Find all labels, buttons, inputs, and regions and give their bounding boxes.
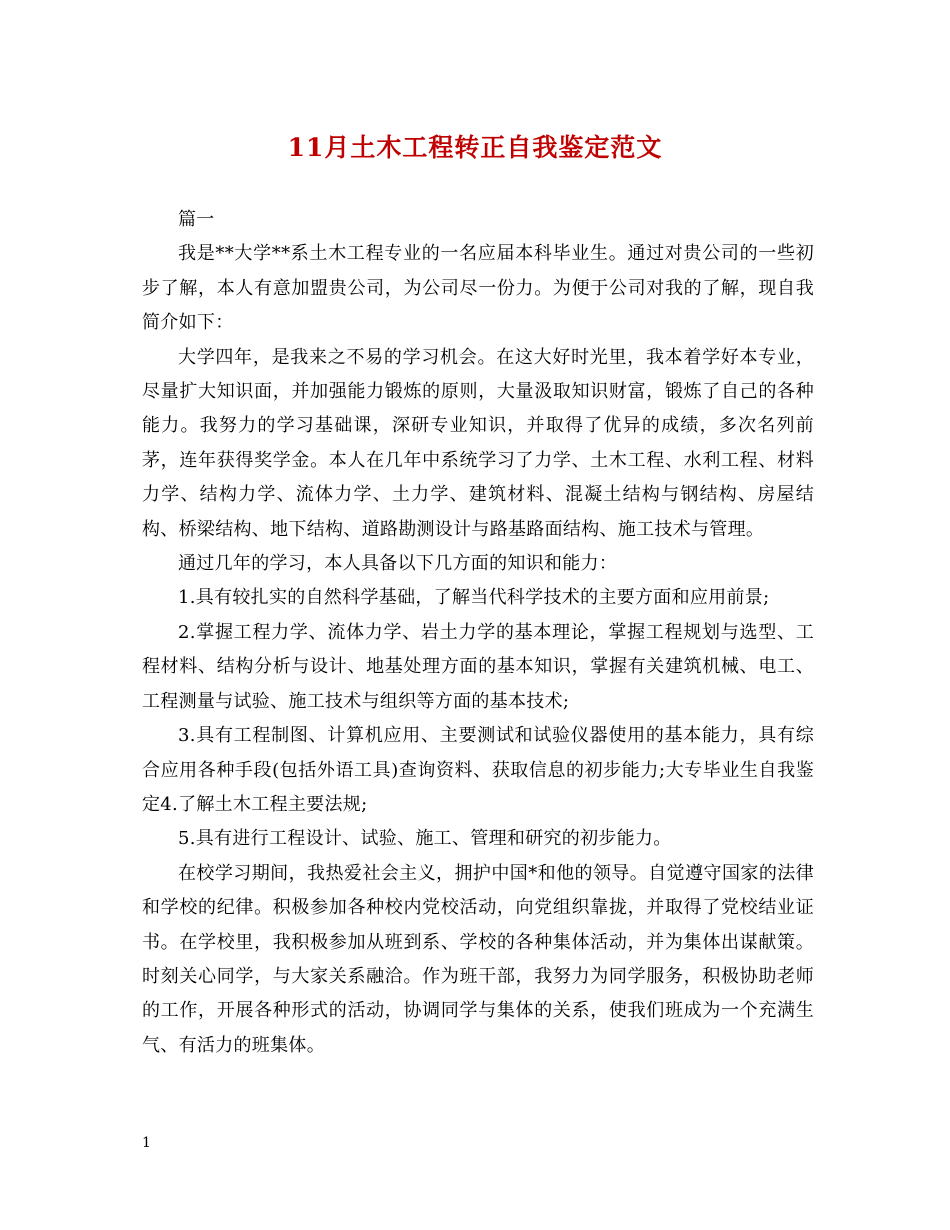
- list-item-3: 3.具有工程制图、计算机应用、主要测试和试验仪器使用的基本能力，具有综合应用各种手段(包括外语工具)查询资料、获取信息的初步能力;大专毕业生自我鉴定4.了解土木工程主要法规;: [142, 725, 814, 815]
- section-heading: 篇一: [178, 209, 215, 230]
- document-body: [142, 203, 814, 1063]
- list-item-1: 1.具有较扎实的自然科学基础，了解当代科学技术的主要方面和应用前景;: [178, 587, 770, 609]
- paragraph-campus-life: 在校学习期间，我热爱社会主义，拥护中国*和他的领导。自觉遵守国家的法律和学校的纪律。积极参加各种校内党校活动，向党组织靠拢，并取得了党校结业证书。在学校里，我积极参加从班到系、学校的各种集体活动，并为集体出谋献策。时刻关心同学，与大家关系融洽。作为班干部，我努力为同学服务，积极协助老师的工作，开展各种形式的活动，协调同学与集体的关系，使我们班成为一个充满生气、有活力的班集体。: [142, 862, 814, 1056]
- page-number: 1: [142, 1135, 151, 1151]
- paragraph-abilities-intro: 通过几年的学习，本人具备以下几方面的知识和能力：: [178, 553, 618, 575]
- paragraph-university: 大学四年，是我来之不易的学习机会。在这大好时光里，我本着学好本专业，尽量扩大知识面，并加强能力锻炼的原则，大量汲取知识财富，锻炼了自己的各种能力。我努力的学习基础课，深研专业知识，并取得了优异的成绩，多次名列前茅，连年获得奖学金。本人在几年中系统学习了力学、土木工程、水利工程、材料力学、结构力学、流体力学、土力学、建筑材料、混凝土结构与钢结构、房屋结构、桥梁结构、地下结构、道路勘测设计与路基路面结构、施工技术与管理。: [142, 346, 814, 540]
- paragraph-intro: 我是**大学**系土木工程专业的一名应届本科毕业生。通过对贵公司的一些初步了解，本人有意加盟贵公司，为公司尽一份力。为便于公司对我的了解，现自我简介如下：: [142, 243, 814, 334]
- document-title: 11月土木工程转正自我鉴定范文: [287, 133, 663, 162]
- list-item-5: 5.具有进行工程设计、试验、施工、管理和研究的初步能力。: [178, 828, 672, 850]
- list-item-2: 2.掌握工程力学、流体力学、岩土力学的基本理论，掌握工程规划与选型、工程材料、结构分析与设计、地基处理方面的基本知识，掌握有关建筑机械、电工、工程测量与试验、施工技术与组织等方面的基本技术;: [142, 621, 814, 712]
